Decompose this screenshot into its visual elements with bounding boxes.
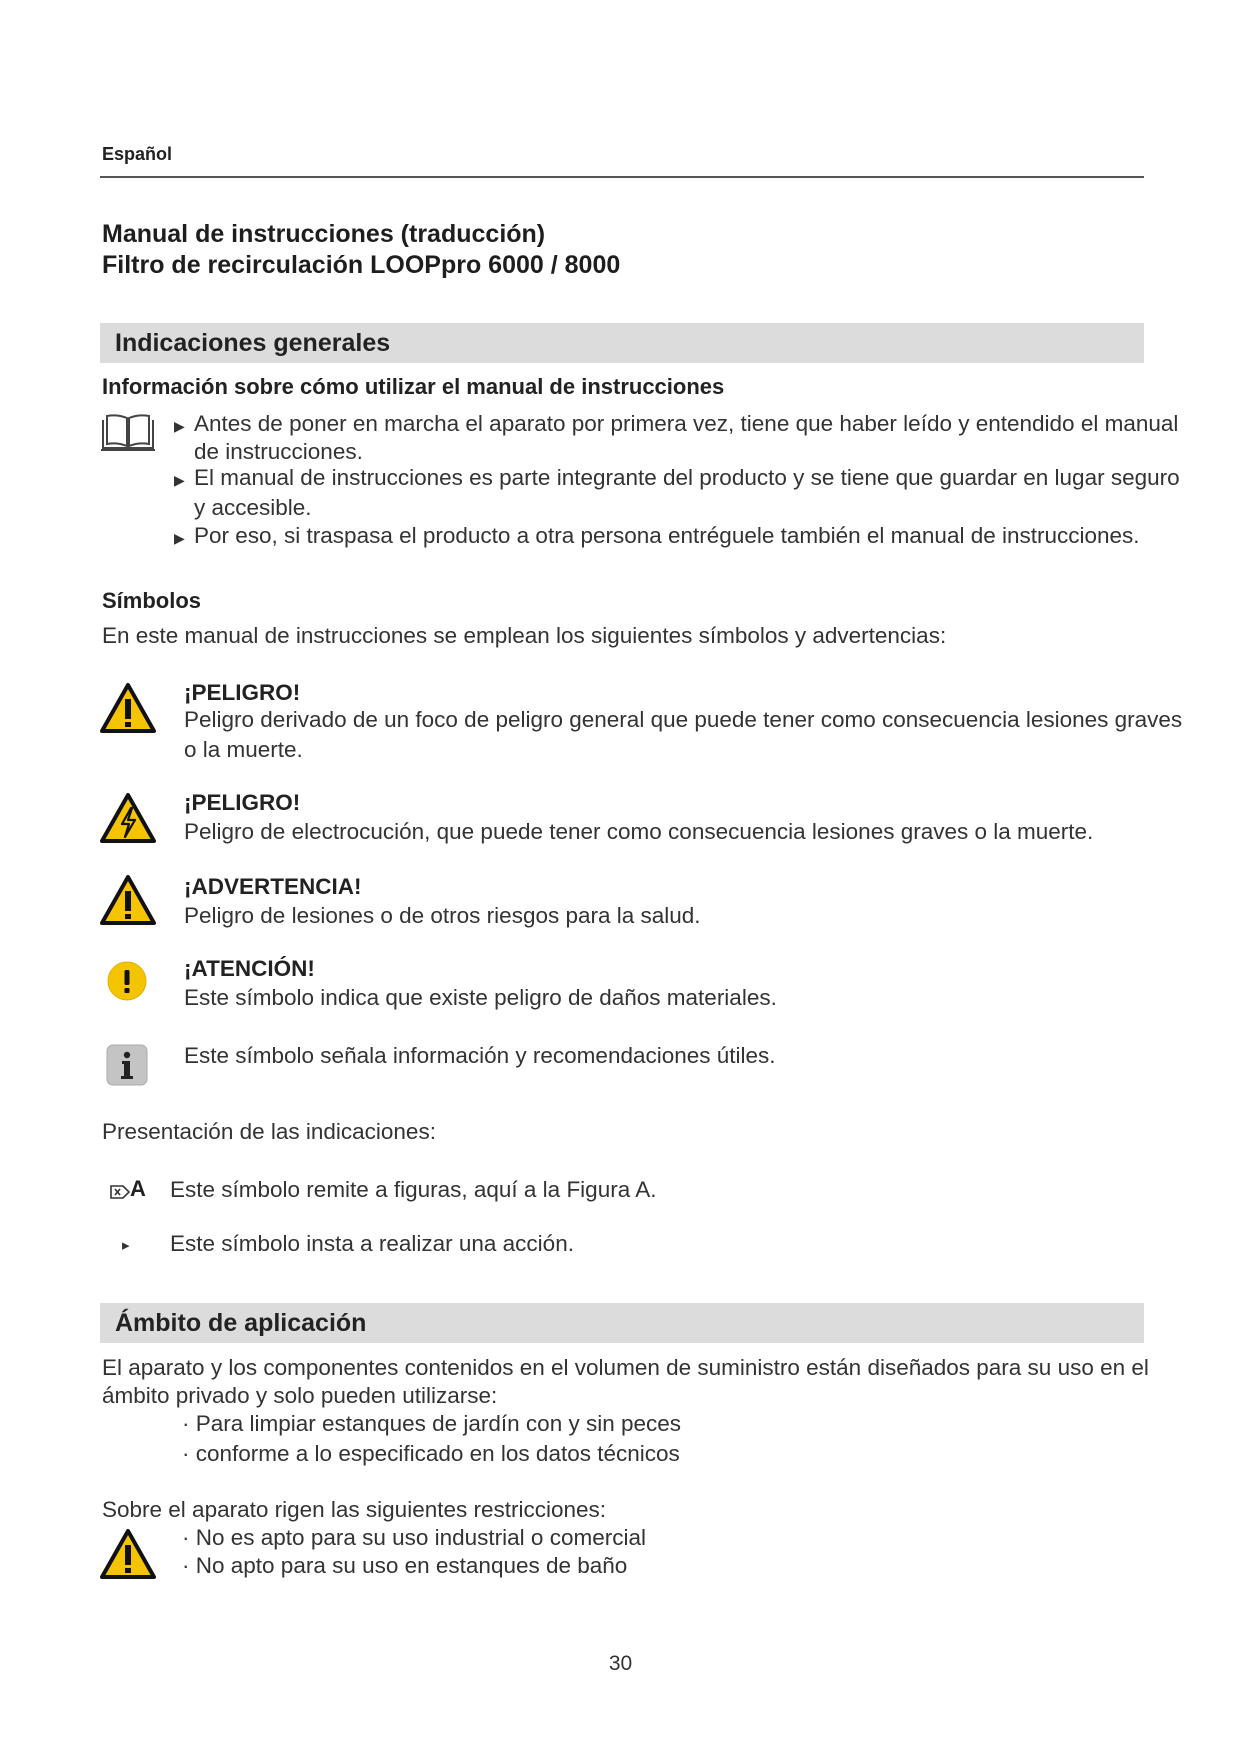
- section-heading-text: Indicaciones generales: [115, 329, 391, 357]
- presentation-intro: Presentación de las indicaciones:: [102, 1119, 436, 1144]
- symbols-heading: Símbolos: [102, 588, 202, 613]
- list-item: · conforme a lo especificado en los datos técnicos: [182, 1441, 680, 1466]
- header-divider: [100, 176, 1144, 178]
- symbol-description: Este símbolo indica que existe peligro de daños materiales.: [184, 985, 777, 1010]
- warning-triangle-icon: [99, 874, 157, 931]
- symbol-description: Este símbolo señala información y recomendaciones útiles.: [184, 1043, 776, 1068]
- figure-reference-letter: A: [130, 1176, 146, 1201]
- book-icon: [99, 412, 157, 459]
- warning-triangle-icon: [99, 682, 157, 739]
- list-item: · Para limpiar estanques de jardín con y sin peces: [182, 1411, 682, 1436]
- bullet-marker: ▶: [174, 418, 185, 434]
- scope-intro-continued: ámbito privado y solo pueden utilizarse:: [102, 1383, 498, 1408]
- list-item: Por eso, si traspasa el producto a otra persona entréguele también el manual de instrucciones.: [194, 523, 1140, 548]
- document-language: Español: [102, 144, 173, 164]
- symbol-title: ¡ATENCIÓN!: [184, 956, 315, 981]
- bullet-marker: ▶: [174, 530, 185, 546]
- warning-triangle-icon: [99, 1528, 157, 1585]
- product-title: Filtro de recirculación LOOPpro 6000 / 8000: [102, 251, 621, 279]
- electric-hazard-icon: [99, 792, 157, 849]
- info-icon: [106, 1044, 148, 1091]
- figure-reference-icon: [110, 1184, 130, 1205]
- bullet-marker: ▶: [174, 472, 185, 488]
- presentation-description: Este símbolo remite a figuras, aquí a la Figura A.: [170, 1177, 657, 1202]
- restrictions-intro: Sobre el aparato rigen las siguientes restricciones:: [102, 1497, 607, 1522]
- symbol-description: Peligro de electrocución, que puede tener como consecuencia lesiones graves o la muerte.: [184, 819, 1094, 844]
- page-number: 30: [608, 1652, 633, 1675]
- manual-title: Manual de instrucciones (traducción): [102, 220, 546, 248]
- attention-circle-icon: [106, 960, 148, 1007]
- presentation-description: Este símbolo insta a realizar una acción.: [170, 1231, 574, 1256]
- action-arrow-icon: ▸: [122, 1237, 130, 1254]
- section-heading-scope: [100, 1303, 1144, 1343]
- list-item: El manual de instrucciones es parte integrante del producto y se tiene que guardar en lugar seguro: [194, 465, 1180, 490]
- scope-intro: El aparato y los componentes contenidos en el volumen de suministro están diseñados para su uso en el: [102, 1355, 1149, 1380]
- section-heading-general: [100, 323, 1144, 363]
- symbol-description-continued: o la muerte.: [184, 737, 303, 762]
- list-item-continued: de instrucciones.: [194, 439, 363, 464]
- list-item: · No es apto para su uso industrial o comercial: [182, 1525, 646, 1550]
- list-item: Antes de poner en marcha el aparato por primera vez, tiene que haber leído y entendido el manual: [194, 411, 1179, 436]
- list-item: · No apto para su uso en estanques de baño: [182, 1553, 628, 1578]
- symbol-description: Peligro derivado de un foco de peligro general que puede tener como consecuencia lesiones graves: [184, 707, 1183, 732]
- symbol-description: Peligro de lesiones o de otros riesgos para la salud.: [184, 903, 701, 928]
- symbol-title: ¡PELIGRO!: [184, 680, 301, 705]
- symbol-title: ¡ADVERTENCIA!: [184, 874, 362, 899]
- symbol-title: ¡PELIGRO!: [184, 790, 301, 815]
- list-item-continued: y accesible.: [194, 495, 312, 520]
- symbols-intro: En este manual de instrucciones se emplean los siguientes símbolos y advertencias:: [102, 623, 947, 648]
- section-heading-text: Ámbito de aplicación: [115, 1309, 367, 1337]
- subheading-manual-use: Información sobre cómo utilizar el manual de instrucciones: [102, 374, 725, 399]
